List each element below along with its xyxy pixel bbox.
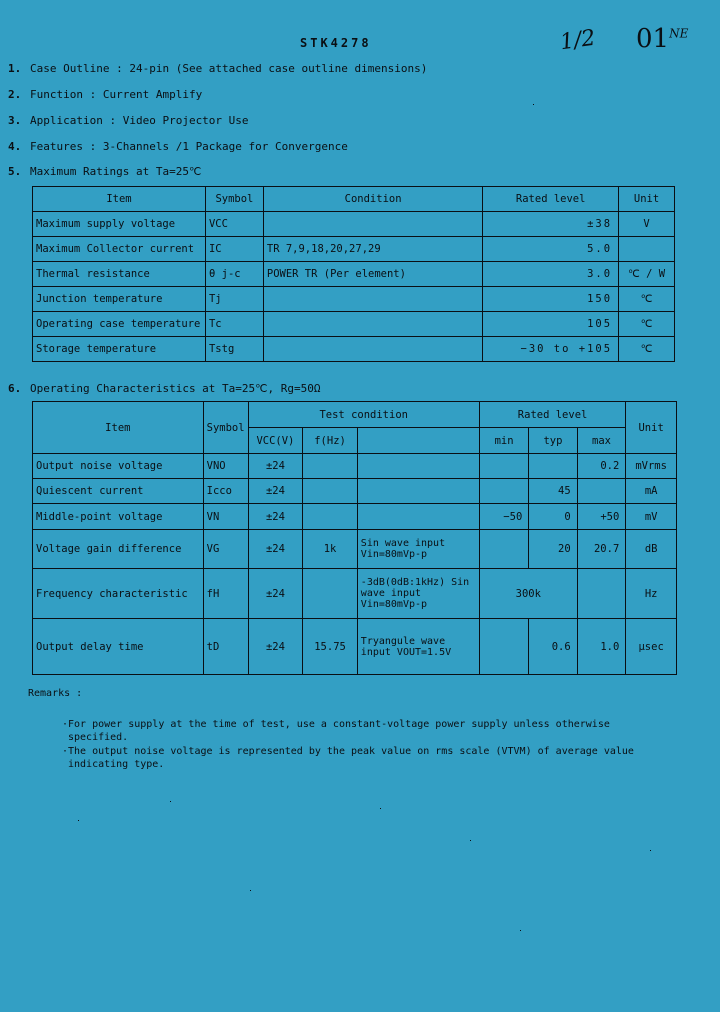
cell-freq: 15.75 xyxy=(303,619,358,675)
cell-unit: dB xyxy=(626,530,677,569)
section-6 xyxy=(8,382,321,395)
cell-rated: 150 xyxy=(483,287,619,312)
header-max: max xyxy=(577,428,626,454)
remarks-label: Remarks : xyxy=(28,688,83,699)
header-symbol: Symbol xyxy=(205,187,263,212)
table-row xyxy=(33,530,677,569)
cell-unit: V xyxy=(619,212,675,237)
noise-dot xyxy=(250,890,251,891)
cell-item: Maximum Collector current xyxy=(33,237,206,262)
cell-typ: 45 xyxy=(529,479,577,504)
table-row xyxy=(33,237,675,262)
cell-min xyxy=(479,530,528,569)
header-rated-level: Rated level xyxy=(483,187,619,212)
section-number: 1. xyxy=(8,62,22,75)
cell-symbol: IC xyxy=(205,237,263,262)
section-number: 3. xyxy=(8,114,22,127)
cell-unit: ℃ xyxy=(619,312,675,337)
remark-line: indicating type. xyxy=(68,759,165,770)
cell-max: +50 xyxy=(577,504,626,530)
header-item: Item xyxy=(33,187,206,212)
section-4 xyxy=(8,140,348,153)
cell-min xyxy=(479,479,528,504)
table-row xyxy=(33,262,675,287)
cell-unit: μsec xyxy=(626,619,677,675)
handwritten-code xyxy=(636,24,688,54)
cell-condition: TR 7,9,18,20,27,29 xyxy=(263,237,482,262)
cell-typ: 0 xyxy=(529,504,577,530)
noise-dot xyxy=(380,808,381,809)
section-number: 5. xyxy=(8,165,22,178)
section-text: Maximum Ratings at Ta=25℃ xyxy=(30,165,202,178)
table-row xyxy=(33,287,675,312)
cell-vcc: ±24 xyxy=(248,479,303,504)
cell-condition xyxy=(357,479,479,504)
cell-item: Junction temperature xyxy=(33,287,206,312)
cell-symbol: VCC xyxy=(205,212,263,237)
cell-item: Output noise voltage xyxy=(33,454,204,479)
header-freq: f(Hz) xyxy=(303,428,358,454)
cell-min: −50 xyxy=(479,504,528,530)
cell-item: Thermal resistance xyxy=(33,262,206,287)
cell-unit: ℃ / W xyxy=(619,262,675,287)
header-rated-level: Rated level xyxy=(479,402,625,428)
cell-symbol: VNO xyxy=(203,454,248,479)
cell-symbol: Tstg xyxy=(205,337,263,362)
cell-unit xyxy=(619,237,675,262)
remark-line: ·For power supply at the time of test, use a constant-voltage power supply unless otherwise xyxy=(62,719,610,730)
cell-item: Voltage gain difference xyxy=(33,530,204,569)
cell-rated: 5.0 xyxy=(483,237,619,262)
handwritten-code-sup: NE xyxy=(669,26,689,41)
table-row xyxy=(33,504,677,530)
table-row xyxy=(33,337,675,362)
section-text: Operating Characteristics at Ta=25℃, Rg=50Ω xyxy=(30,382,321,395)
cell-symbol: fH xyxy=(203,569,248,619)
section-number: 4. xyxy=(8,140,22,153)
section-text: Features : 3-Channels /1 Package for Convergence xyxy=(30,140,348,153)
cell-condition xyxy=(263,337,482,362)
cell-condition xyxy=(263,287,482,312)
handwritten-page-number: 1/2 xyxy=(558,25,597,56)
cell-vcc: ±24 xyxy=(248,619,303,675)
cell-rated: ±38 xyxy=(483,212,619,237)
cell-condition: Tryangule wave input VOUT=1.5V xyxy=(357,619,479,675)
table-header-row xyxy=(33,187,675,212)
cell-vcc: ±24 xyxy=(248,504,303,530)
cell-unit: mVrms xyxy=(626,454,677,479)
section-text: Case Outline : 24-pin (See attached case outline dimensions) xyxy=(30,62,428,75)
remark-line: specified. xyxy=(68,732,129,743)
section-2 xyxy=(8,88,202,101)
cell-symbol: Icco xyxy=(203,479,248,504)
cell-vcc: ±24 xyxy=(248,569,303,619)
cell-unit: mV xyxy=(626,504,677,530)
cell-item: Storage temperature xyxy=(33,337,206,362)
cell-unit: Hz xyxy=(626,569,677,619)
section-1 xyxy=(8,62,427,75)
header-vcc: VCC(V) xyxy=(248,428,303,454)
cell-symbol: VG xyxy=(203,530,248,569)
cell-min xyxy=(479,619,528,675)
table-header-row xyxy=(33,402,677,428)
header-symbol: Symbol xyxy=(203,402,248,454)
document-title: STK4278 xyxy=(300,36,372,50)
noise-dot xyxy=(170,801,171,802)
header-unit: Unit xyxy=(626,402,677,454)
cell-condition: -3dB(0dB:1kHz) Sin wave input Vin=80mVp-p xyxy=(357,569,479,619)
cell-symbol: tD xyxy=(203,619,248,675)
cell-condition xyxy=(357,454,479,479)
table-row xyxy=(33,479,677,504)
cell-typ: 20 xyxy=(529,530,577,569)
cell-freq xyxy=(303,504,358,530)
cell-vcc: ±24 xyxy=(248,454,303,479)
cell-item: Quiescent current xyxy=(33,479,204,504)
section-text: Application : Video Projector Use xyxy=(30,114,249,127)
header-typ: typ xyxy=(529,428,577,454)
section-number: 2. xyxy=(8,88,22,101)
noise-dot xyxy=(78,820,79,821)
table-row xyxy=(33,312,675,337)
table-row xyxy=(33,454,677,479)
table-row xyxy=(33,619,677,675)
header-unit: Unit xyxy=(619,187,675,212)
max-ratings-table xyxy=(32,186,675,362)
cell-typ: 300k xyxy=(479,569,577,619)
table-row xyxy=(33,212,675,237)
cell-max: 0.2 xyxy=(577,454,626,479)
cell-rated: 3.0 xyxy=(483,262,619,287)
header-item: Item xyxy=(33,402,204,454)
cell-freq xyxy=(303,569,358,619)
cell-symbol: Tc xyxy=(205,312,263,337)
cell-rated: −30 to +105 xyxy=(483,337,619,362)
cell-typ: 0.6 xyxy=(529,619,577,675)
cell-condition xyxy=(357,504,479,530)
header-condition: Condition xyxy=(263,187,482,212)
cell-condition: Sin wave input Vin=80mVp-p xyxy=(357,530,479,569)
cell-item: Output delay time xyxy=(33,619,204,675)
cell-vcc: ±24 xyxy=(248,530,303,569)
noise-dot xyxy=(520,930,521,931)
cell-max xyxy=(577,479,626,504)
cell-typ xyxy=(529,454,577,479)
section-text: Function : Current Amplify xyxy=(30,88,203,101)
header-test-condition: Test condition xyxy=(248,402,479,428)
noise-dot xyxy=(650,850,651,851)
cell-freq xyxy=(303,479,358,504)
table-row xyxy=(33,569,677,619)
cell-condition: POWER TR (Per element) xyxy=(263,262,482,287)
section-number: 6. xyxy=(8,382,22,395)
cell-max xyxy=(577,569,626,619)
noise-dot xyxy=(533,104,534,105)
cell-condition xyxy=(263,212,482,237)
cell-min xyxy=(479,454,528,479)
header-cond-blank xyxy=(357,428,479,454)
cell-symbol: θ j-c xyxy=(205,262,263,287)
cell-max: 1.0 xyxy=(577,619,626,675)
operating-characteristics-table xyxy=(32,401,677,675)
cell-unit: mA xyxy=(626,479,677,504)
cell-unit: ℃ xyxy=(619,287,675,312)
handwritten-code-main: 01 xyxy=(636,24,670,54)
cell-item: Operating case temperature xyxy=(33,312,206,337)
section-5 xyxy=(8,165,201,178)
cell-symbol: Tj xyxy=(205,287,263,312)
cell-item: Middle-point voltage xyxy=(33,504,204,530)
cell-freq: 1k xyxy=(303,530,358,569)
section-3 xyxy=(8,114,249,127)
cell-item: Frequency characteristic xyxy=(33,569,204,619)
cell-condition xyxy=(263,312,482,337)
remark-line: ·The output noise voltage is represented by the peak value on rms scale (VTVM) of average value xyxy=(62,746,634,757)
noise-dot xyxy=(470,840,471,841)
cell-rated: 105 xyxy=(483,312,619,337)
cell-freq xyxy=(303,454,358,479)
header-min: min xyxy=(479,428,528,454)
cell-item: Maximum supply voltage xyxy=(33,212,206,237)
cell-unit: ℃ xyxy=(619,337,675,362)
cell-symbol: VN xyxy=(203,504,248,530)
cell-max: 20.7 xyxy=(577,530,626,569)
